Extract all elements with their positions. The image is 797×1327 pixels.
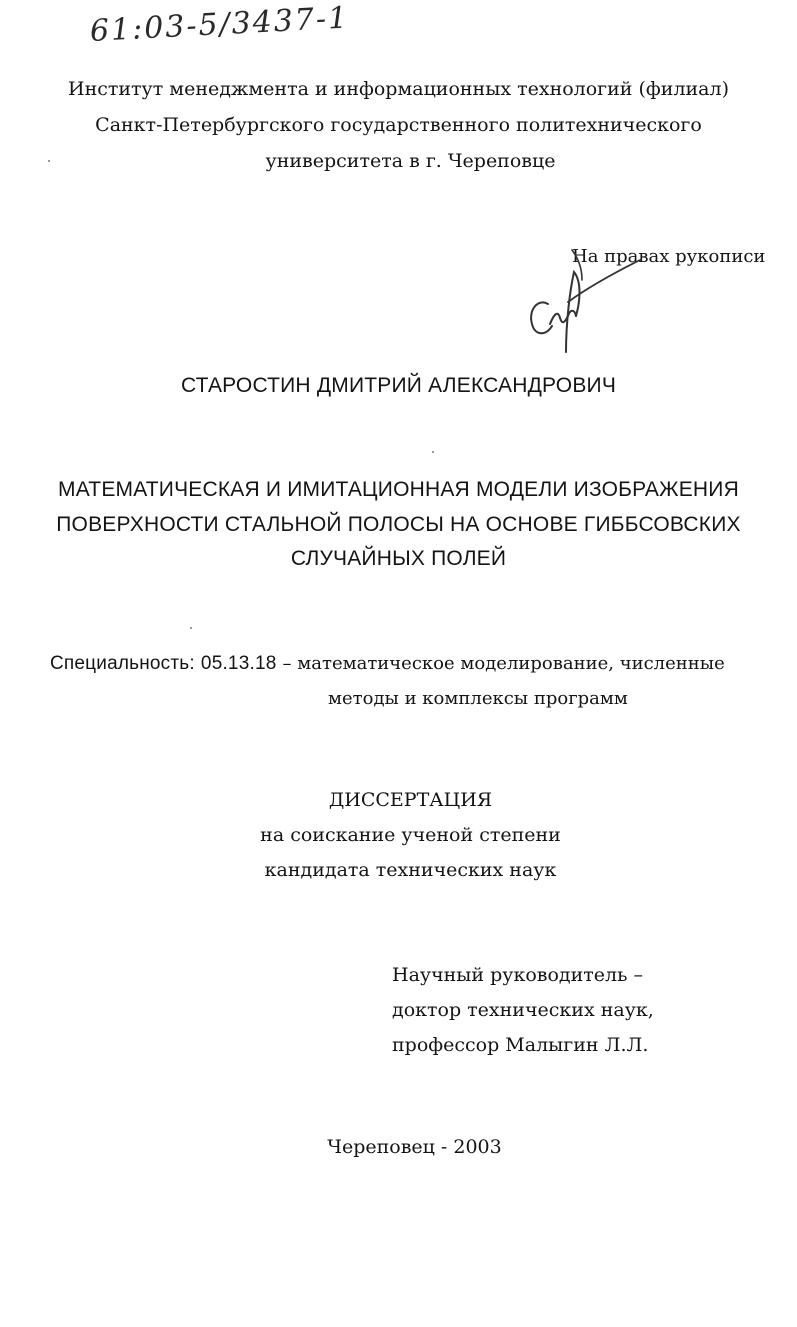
title-line-2: ПОВЕРХНОСТИ СТАЛЬНОЙ ПОЛОСЫ НА ОСНОВЕ ГИББСОВСКИХ: [56, 513, 741, 536]
author-name: СТАРОСТИН ДМИТРИЙ АЛЕКСАНДРОВИЧ: [180, 374, 617, 397]
dissertation-heading: ДИССЕРТАЦИЯ: [328, 789, 493, 811]
scan-speck: [190, 627, 192, 629]
specialty-code: 05.13.18: [200, 653, 277, 674]
scan-speck: [432, 451, 434, 453]
scan-speck: [48, 160, 50, 162]
handwritten-archive-note: 61:03-5/3437-1: [89, 0, 350, 49]
specialty-line-1: [50, 652, 725, 675]
specialty-line-2: методы и комплексы программ: [328, 688, 628, 709]
supervisor-line-3: профессор Малыгин Л.Л.: [392, 1034, 649, 1056]
specialty-text-1: – математическое моделирование, численные: [282, 653, 725, 674]
dissertation-degree-line-1: на соискание ученой степени: [260, 824, 561, 846]
supervisor-line-1: Научный руководитель –: [392, 964, 643, 986]
institute-line-2: Санкт-Петербургского государственного политехнического: [95, 114, 702, 136]
institute-line-1: Институт менеджмента и информационных технологий (филиал): [68, 78, 729, 100]
supervisor-line-2: доктор технических наук,: [392, 999, 654, 1021]
institute-line-3: университета в г. Череповце: [265, 150, 556, 172]
city-year: Череповец - 2003: [327, 1136, 502, 1158]
specialty-label: Специальность:: [50, 653, 195, 674]
manuscript-rights: На правах рукописи: [572, 246, 766, 267]
dissertation-degree-line-2: кандидата технических наук: [264, 859, 557, 881]
title-line-3: СЛУЧАЙНЫХ ПОЛЕЙ: [290, 547, 507, 570]
signature-image: [520, 232, 660, 362]
title-line-1: МАТЕМАТИЧЕСКАЯ И ИМИТАЦИОННАЯ МОДЕЛИ ИЗОБРАЖЕНИЯ: [58, 478, 739, 501]
